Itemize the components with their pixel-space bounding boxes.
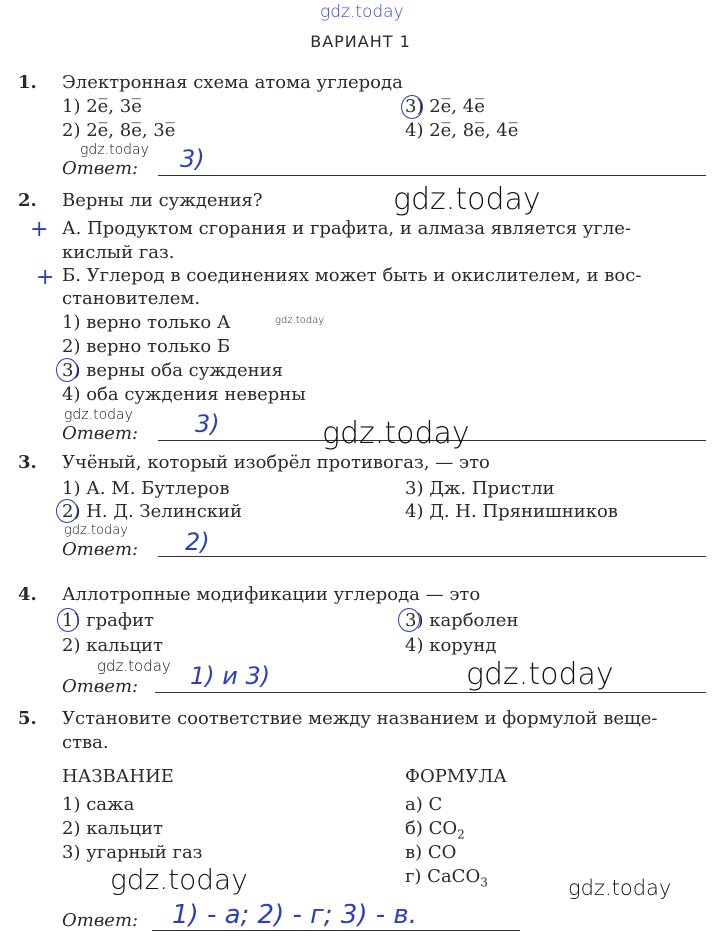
watermark: gdz.today — [466, 657, 614, 692]
answer-line — [155, 692, 706, 693]
answer-line — [152, 930, 520, 931]
answer-circle — [398, 608, 420, 632]
answer-circle — [401, 95, 423, 119]
statement-a: кислый газ. — [62, 242, 175, 263]
formula-item — [405, 842, 456, 864]
formula-text: б) CO — [405, 818, 458, 839]
option: 4) корунд — [405, 635, 497, 656]
formula-subscript: 3 — [480, 875, 488, 890]
watermark: gdz.today — [322, 416, 470, 451]
statement-a: А. Продуктом сгорания и графита, и алмаза является угле- — [62, 218, 631, 239]
watermark: gdz.today — [64, 523, 128, 538]
answer-label: Ответ: — [62, 539, 139, 560]
name-item: 1) сажа — [62, 794, 135, 815]
column-header-name: НАЗВАНИЕ — [62, 766, 174, 787]
answer-label: Ответ: — [62, 910, 139, 931]
page-title: ВАРИАНТ 1 — [310, 32, 411, 51]
option: 3) 2e̅, 4e̅ — [405, 96, 485, 117]
handwritten-answer: 1) - а; 2) - г; 3) - в. — [172, 900, 418, 930]
answer-line — [158, 175, 706, 176]
question-text: Учёный, который изобрёл противогаз, — это — [62, 452, 490, 473]
question-number: 4. — [18, 584, 37, 605]
watermark: gdz.today — [110, 863, 248, 896]
formula-item — [405, 818, 465, 840]
question-text: Электронная схема атома углерода — [62, 72, 403, 93]
option: 1) верно только А — [62, 312, 231, 333]
name-item: 2) кальцит — [62, 818, 163, 839]
option: 3) Дж. Пристли — [405, 478, 555, 499]
option: 2) Н. Д. Зелинский — [62, 501, 243, 522]
question-number: 2. — [18, 190, 37, 211]
column-header-formula: ФОРМУЛА — [405, 766, 507, 787]
question-text: Верны ли суждения? — [62, 190, 263, 211]
handwritten-answer: 3) — [195, 410, 220, 438]
question-text: Аллотропные модификации углерода — это — [62, 584, 481, 605]
option: 4) оба суждения неверны — [62, 384, 306, 405]
question-text: Установите соответствие между названием и формулой веще- — [62, 708, 658, 729]
option: 3) карболен — [405, 610, 519, 631]
answer-circle — [56, 499, 78, 523]
answer-circle — [56, 358, 78, 382]
option: 3) верны оба суждения — [62, 360, 283, 381]
handwritten-answer: 1) и 3) — [190, 662, 271, 690]
formula-item — [405, 866, 488, 888]
question-number: 3. — [18, 452, 37, 473]
watermark: gdz.today — [393, 182, 541, 217]
name-item: 3) угарный газ — [62, 842, 203, 863]
statement-b: становителем. — [62, 288, 201, 309]
option: 2) 2e̅, 8e̅, 3e̅ — [62, 120, 176, 141]
handwritten-answer: 2) — [185, 528, 210, 556]
plus-mark: + — [30, 217, 49, 242]
question-number: 5. — [18, 708, 37, 729]
formula-item — [405, 794, 442, 816]
formula-subscript: 2 — [457, 827, 465, 842]
formula-text: г) CaCO — [405, 866, 481, 887]
watermark: gdz.today — [568, 876, 672, 900]
question-text: ства. — [62, 732, 109, 753]
watermark: gdz.today — [64, 407, 133, 423]
option: 2) кальцит — [62, 635, 163, 656]
option: 1) А. М. Бутлеров — [62, 478, 230, 499]
formula-text: в) CO — [405, 842, 457, 863]
option: 4) Д. Н. Прянишников — [405, 501, 618, 522]
plus-mark: + — [36, 265, 55, 290]
option: 1) графит — [62, 610, 154, 631]
answer-label: Ответ: — [62, 676, 139, 697]
handwritten-answer: 3) — [180, 145, 205, 173]
formula-text: а) C — [405, 794, 443, 815]
answer-line — [158, 556, 706, 557]
answer-circle — [57, 608, 79, 632]
answer-label: Ответ: — [62, 423, 139, 444]
option: 2) верно только Б — [62, 336, 231, 357]
watermark: gdz.today — [80, 142, 149, 158]
answer-label: Ответ: — [62, 158, 139, 179]
option: 4) 2e̅, 8e̅, 4e̅ — [405, 120, 519, 141]
watermark: gdz.today — [275, 315, 325, 326]
question-number: 1. — [18, 72, 37, 93]
watermark: gdz.today — [97, 657, 171, 675]
option: 1) 2e̅, 3e̅ — [62, 96, 142, 117]
watermark: gdz.today — [320, 2, 404, 22]
statement-b: Б. Углерод в соединениях может быть и окислителем, и вос- — [62, 265, 642, 286]
